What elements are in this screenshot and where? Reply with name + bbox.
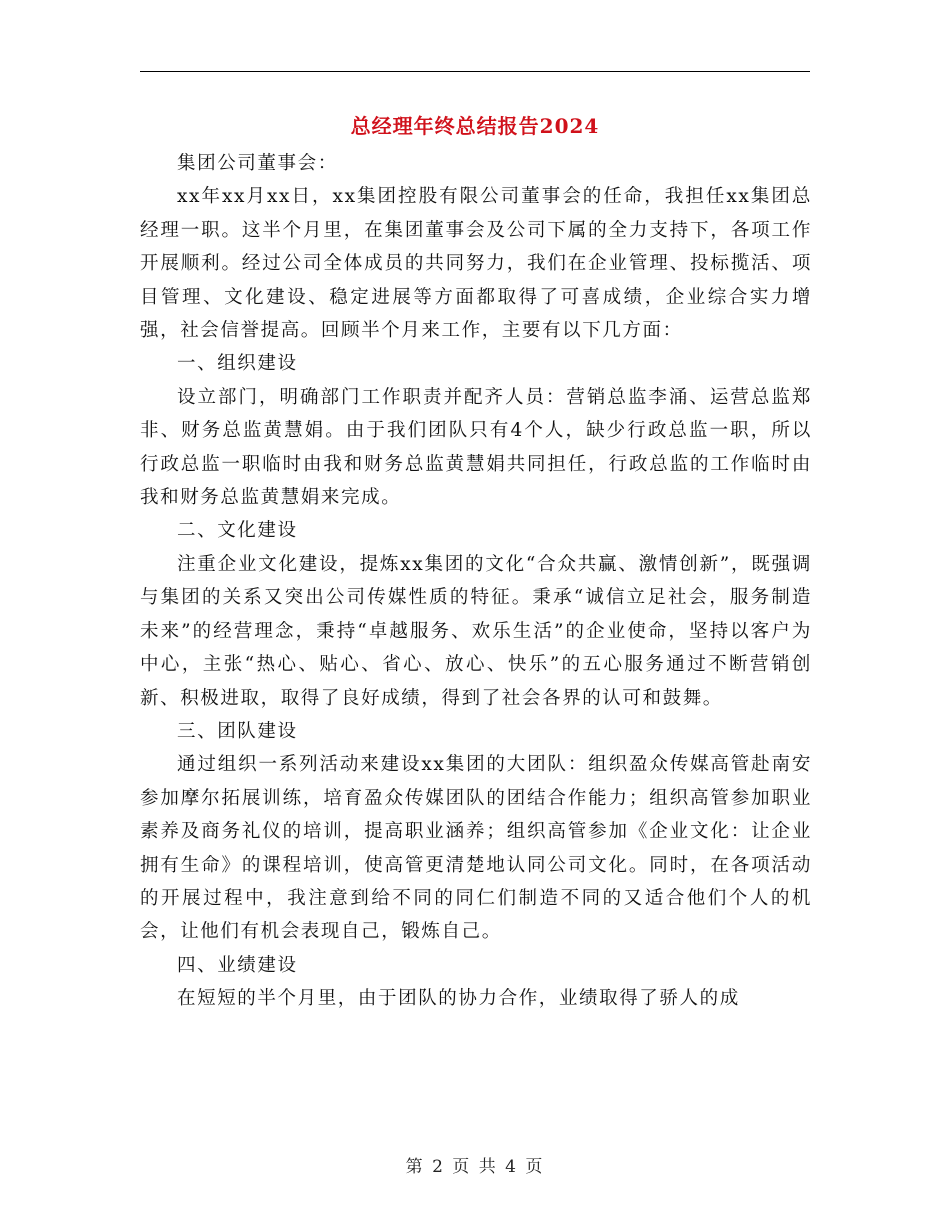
section-heading-culture: 二、文化建设 [177,520,298,542]
section-heading-organization: 一、组织建设 [177,353,298,375]
header-rule [140,71,810,72]
intro-paragraph: xx年xx月xx日，xx集团控股有限公司董事会的任命，我担任xx集团总经理一职。这半个月里，在集团董事会及公司下属的全力支持下，各项工作开展顺利。经过公司全体成员的共同努力，我们在企业管理、投标揽活、项目管理、文化建设、稳定进展等方面都取得了可喜成绩，企业综合实力增强，社会信誉提高。回顾半个月来工作，主要有以下几方面： [140,186,812,342]
document-body [140,147,812,1016]
salutation: 集团公司董事会： [177,153,338,174]
team-paragraph: 通过组织一系列活动来建设xx集团的大团队：组织盈众传媒高管赴南安参加摩尔拓展训练，培育盈众传媒团队的团结合作能力；组织高管参加职业素养及商务礼仪的培训，提高职业涵养；组织高管参加《企业文化：让企业拥有生命》的课程培训，使高管更清楚地认同公司文化。同时，在各项活动的开展过程中，我注意到给不同的同仁们制造不同的又适合他们个人的机会，让他们有机会表现自己，锻炼自己。 [140,754,812,943]
page-number-footer: 第 2 页 共 4 页 [405,1157,545,1177]
culture-paragraph: 注重企业文化建设，提炼xx集团的文化“合众共赢、激情创新”，既强调与集团的关系又突出公司传媒性质的特征。秉承“诚信立足社会，服务制造未来”的经营理念，秉持“卓越服务、欢乐生活”的企业使命，坚持以客户为中心，主张“热心、贴心、省心、放心、快乐”的五心服务通过不断营销创新、积极进取，取得了良好成绩，得到了社会各界的认可和鼓舞。 [140,553,812,709]
document-title: 总经理年终总结报告2024 [350,114,600,138]
organization-paragraph: 设立部门，明确部门工作职责并配齐人员：营销总监李涌、运营总监郑非、财务总监黄慧娟。由于我们团队只有4个人，缺少行政总监一职，所以行政总监一职临时由我和财务总监黄慧娟共同担任，行政总监的工作临时由我和财务总监黄慧娟来完成。 [140,386,812,509]
section-heading-team: 三、团队建设 [177,720,298,742]
performance-paragraph: 在短短的半个月里，由于团队的协力合作，业绩取得了骄人的成 [177,988,740,1010]
section-heading-performance: 四、业绩建设 [177,954,298,976]
